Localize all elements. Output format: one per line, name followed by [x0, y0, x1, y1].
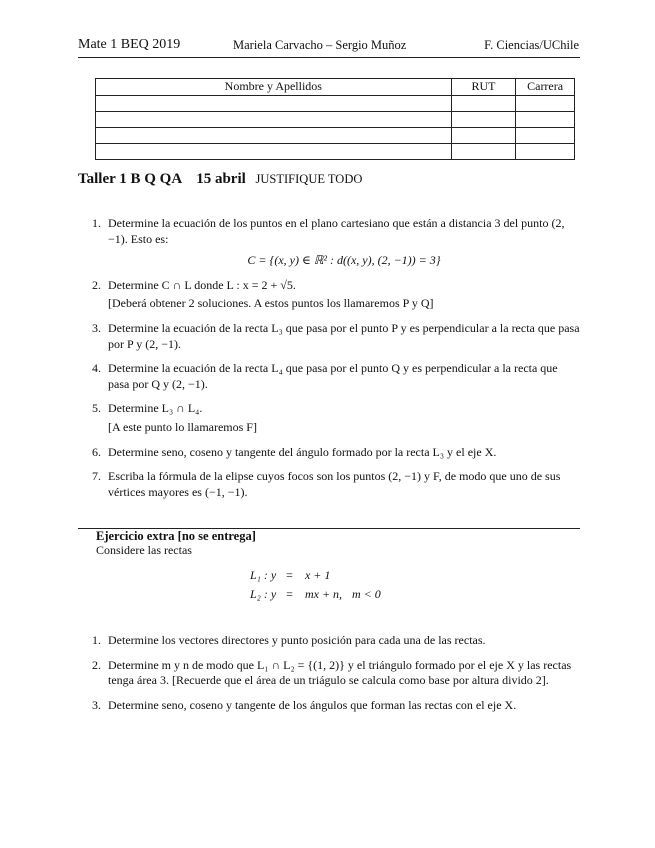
equation-condition [342, 568, 381, 587]
roster-body [96, 95, 575, 159]
col-name-header: Nombre y Apellidos [96, 79, 452, 96]
problem-number: 1. [92, 216, 101, 230]
equation-row [250, 587, 381, 606]
name-cell [96, 95, 452, 111]
rut-cell [451, 95, 516, 111]
problem-item [92, 445, 580, 461]
roster-blank-row [96, 143, 575, 159]
col-career-header: Carrera [516, 79, 575, 96]
problem-number: 2. [92, 277, 101, 292]
career-cell [516, 127, 575, 143]
problem-text: Determine seno, coseno y tangente del ángulo formado por la recta L₃ y el eje X. [108, 444, 497, 459]
roster-blank-row [96, 111, 575, 127]
equation-condition: m < 0 [352, 586, 381, 601]
problem-text: Determine los vectores directores y punto posición para cada una de las rectas. [108, 633, 486, 647]
header-rule [78, 57, 580, 58]
course-name: Mate 1 BEQ 2019 [78, 37, 181, 52]
problem-text: Determine C ∩ L donde L : x = 2 + √5. [108, 277, 296, 292]
problem-text: Determine la ecuación de la recta L₄ que pasa por el punto Q y es perpendicular a la recta que pasa por Q y (2, −1). [108, 361, 558, 391]
problem-number: 1. [92, 633, 101, 647]
extra-intro: Considere las rectas [96, 543, 192, 557]
name-cell [96, 111, 452, 127]
career-cell [516, 143, 575, 159]
col-rut-header: RUT [451, 79, 516, 96]
equation-sign: = [286, 568, 293, 582]
name-cell [96, 143, 452, 159]
problem-number: 2. [92, 657, 101, 672]
title-date: 15 abril [196, 171, 246, 187]
problem-number: 5. [92, 401, 101, 416]
problem-text: Determine m y n de modo que L₁ ∩ L₂ = {(1, 2)} y el triángulo formado por el eje X y las rectas tenga área 3. [Recuerde que el área de un triágulo se calcula como base por altura divido 2]. [108, 657, 572, 688]
roster-header-row [96, 79, 575, 96]
career-cell [516, 111, 575, 127]
line-equations [250, 568, 381, 605]
roster-blank-row [96, 95, 575, 111]
name-cell [96, 127, 452, 143]
equation-lhs: L₁ : y [250, 568, 277, 582]
extra-problem-list [92, 633, 580, 713]
problem-number: 3. [92, 320, 101, 335]
equation-rhs: mx + n, [304, 586, 343, 601]
rut-cell [451, 143, 516, 159]
equation-lhs: L₂ : y [250, 586, 277, 601]
rut-cell [451, 111, 516, 127]
title-instruction: JUSTIFIQUE TODO [255, 172, 363, 186]
problem-text: Determine L₃ ∩ L₄. [108, 401, 203, 416]
problem-item [92, 361, 580, 392]
problem-text: Determine la ecuación de los puntos en el plano cartesiano que están a distancia 3 del punto (2, −1). Esto es: [108, 216, 565, 246]
problem-item [92, 321, 580, 352]
problem-list [92, 216, 580, 500]
equation-sign: = [286, 586, 293, 601]
career-cell [516, 95, 575, 111]
problem-text: Escriba la fórmula de la elipse cuyos focos son los puntos (2, −1) y F, de modo que uno de sus vértices mayores es (−1, −1). [108, 469, 561, 499]
equation-rhs: x + 1 [304, 568, 331, 582]
problem-item [92, 216, 580, 269]
extra-title: Ejercicio extra [no se entrega] [96, 529, 256, 543]
problem-note: [A este punto lo llamaremos F] [108, 419, 257, 434]
extra-problem-item [92, 633, 580, 649]
roster-blank-row [96, 127, 575, 143]
problem-display-formula: C = {(x, y) ∈ ℝ² : d((x, y), (2, −1)) = 3} [247, 253, 441, 268]
problem-item [92, 401, 580, 435]
authors: Mariela Carvacho – Sergio Muñoz [233, 38, 407, 52]
problem-note: [Deberá obtener 2 soluciones. A estos puntos los llamaremos P y Q] [108, 296, 434, 311]
institution: F. Ciencias/UChile [484, 38, 579, 52]
title-name: Taller 1 B Q QA [78, 171, 183, 187]
problem-item [92, 469, 580, 500]
extra-problem-item [92, 658, 580, 689]
problem-number: 6. [92, 444, 101, 459]
problem-number: 4. [92, 361, 101, 376]
extra-problem-item [92, 698, 580, 714]
rut-cell [451, 127, 516, 143]
problem-text: Determine seno, coseno y tangente de los ángulos que forman las rectas con el eje X. [108, 697, 517, 712]
roster-table [95, 78, 575, 160]
problem-number: 3. [92, 697, 101, 712]
equation-row [250, 568, 381, 587]
problem-number: 7. [92, 469, 101, 484]
problem-item [92, 278, 580, 312]
worksheet-title [78, 170, 362, 190]
problem-text: Determine la ecuación de la recta L₃ que pasa por el punto P y es perpendicular a la recta que pasa por P y (2, −1). [108, 320, 580, 351]
